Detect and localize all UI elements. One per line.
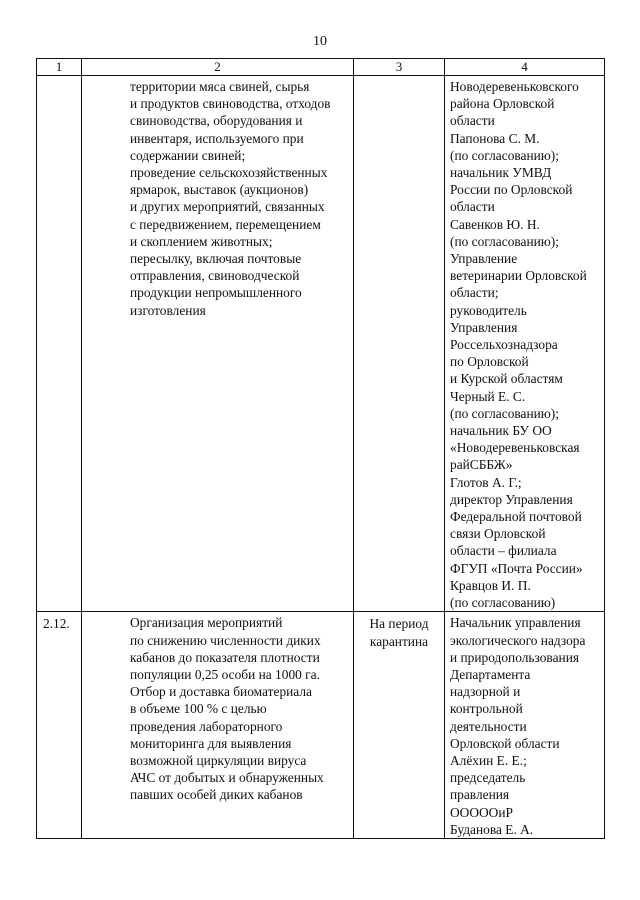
row-number [37,76,81,79]
measure-text: территории мяса свиней, сырья и продуктов свиноводства, отходов свиноводства, оборудования и инвентаря, используемого при содержании свиней; проведение сельскохозяйственных ярмарок, выставок (аукционов) и других мероприятий, связанных с передвижением, перемещением и скоплением животных; пересылку, включая почтовые отправления, свиноводческой продукции непромышленного изготовления [130,79,331,318]
measure-text: Организация мероприятий по снижению численности диких кабанов до показателя плотности популяции 0,25 особи на 1000 га. Отбор и доставка биоматериала в объеме 100 % с целью проведения лабораторного мониторинга для выявления возможной циркуляции вируса АЧС от добытых и обнаруженных павших особей диких кабанов [130,615,324,803]
row-number: 2.12. [43,616,70,632]
term-text: На период карантина [369,616,429,649]
table-row [37,76,605,612]
responsible-text: Начальник управления экологического надзора и природопользования Департамента надзорной и контрольной деятельности Орловской области Алёхин Е. Е.; председатель правления ОООООиР Буданова Е. А. [450,615,586,837]
header-col-4: 4 [445,59,605,76]
header-col-3: 3 [354,59,445,76]
measures-table [36,58,605,839]
term-text [354,76,444,79]
table-header-row [37,59,605,76]
page-number: 10 [313,34,327,49]
table-row [37,612,605,839]
header-col-1: 1 [37,59,82,76]
header-col-2: 2 [82,59,354,76]
responsible-text: Новодеревеньковского района Орловской области Папонова С. М. (по согласованию); начальник УМВД России по Орловской области Савенков Ю. Н. (по согласованию); Управление ветеринарии Орловской области; руководитель Управления Россельхознадзора по Орловской и Курской областям Черный Е. С. (по согласованию); начальник БУ ОО «Новодеревеньковская райСББЖ» Глотов А. Г.; директор Управления Федеральной почтовой связи Орловской области – филиала ФГУП «Почта России» Кравцов И. П. (по согласованию) [450,79,587,611]
